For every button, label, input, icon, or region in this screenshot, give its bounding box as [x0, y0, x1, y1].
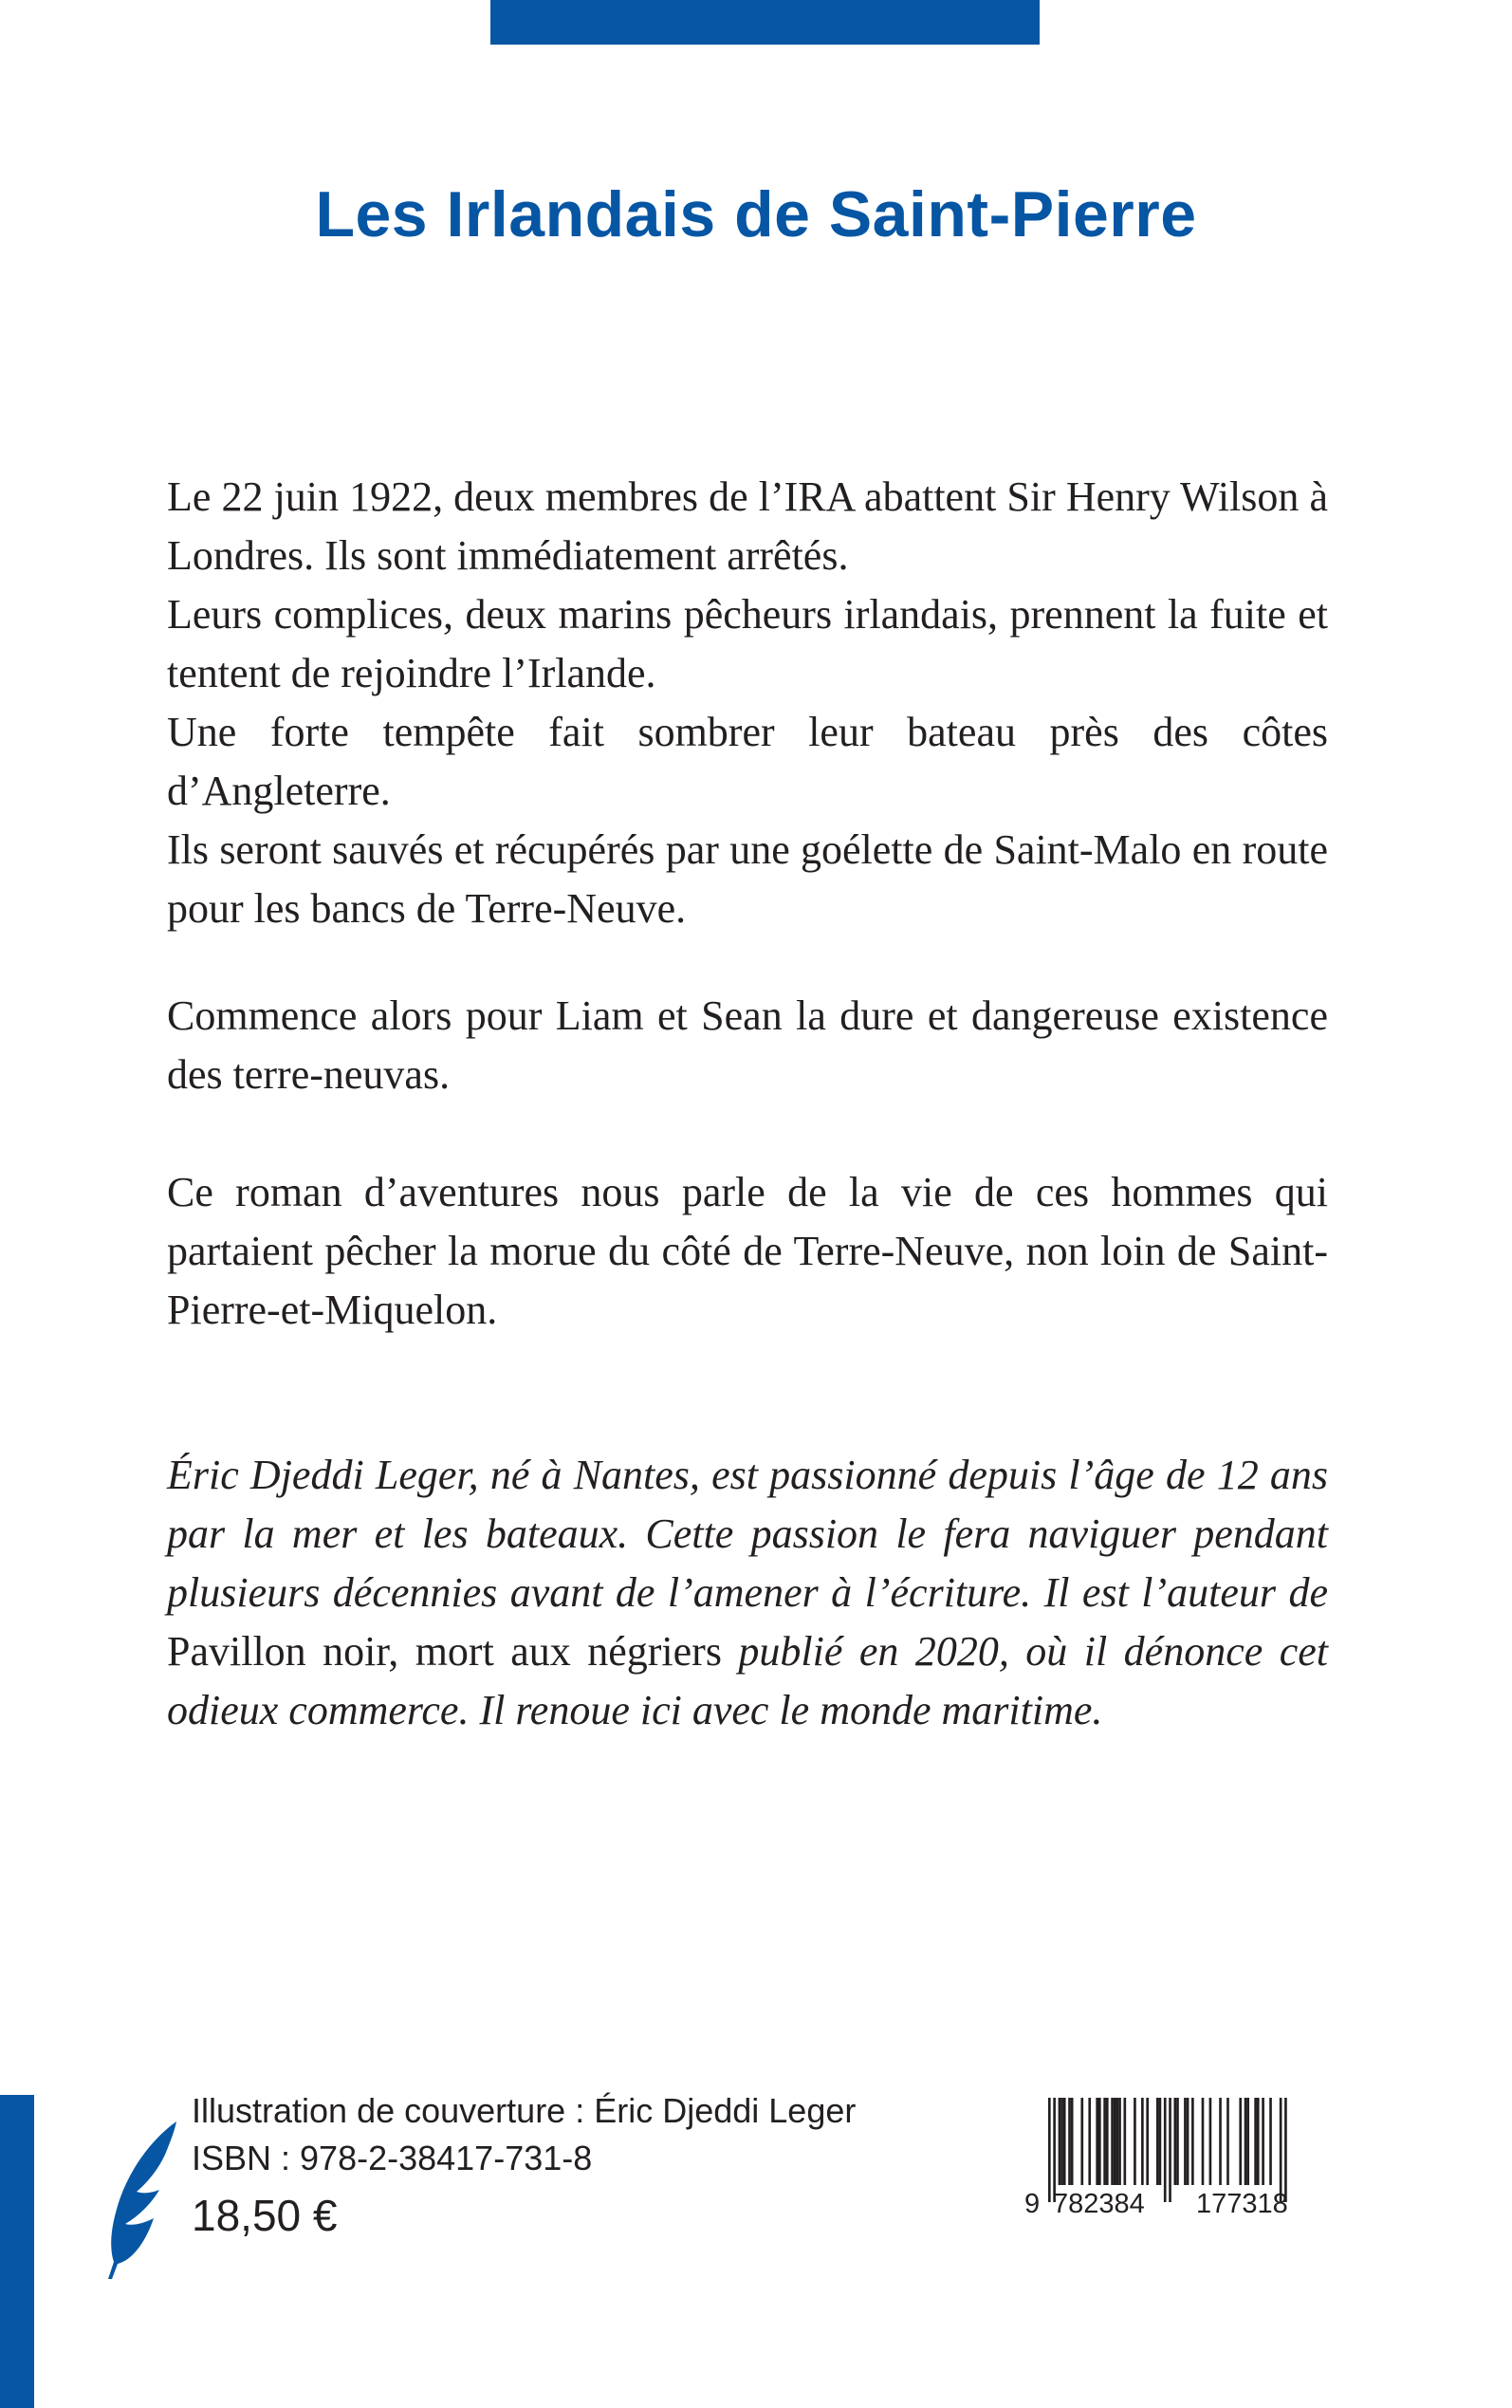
barcode-bar: [1124, 2098, 1127, 2185]
price: 18,50 €: [192, 2191, 338, 2240]
barcode-bar: [1239, 2098, 1242, 2185]
barcode-bar: [1063, 2098, 1066, 2185]
barcode-bar: [1088, 2098, 1091, 2185]
barcode-bar: [1174, 2098, 1177, 2185]
barcode-bar: [1048, 2098, 1051, 2202]
synopsis-block: [167, 987, 1328, 1104]
barcode-bar: [1103, 2098, 1106, 2185]
book-title: Les Irlandais de Saint-Pierre: [315, 178, 1197, 250]
barcode-bar: [1098, 2098, 1101, 2185]
synopsis-paragraph: Le 22 juin 1922, deux membres de l’IRA abattent Sir Henry Wilson à Londres. Ils sont immédiatement arrêtés.: [167, 473, 1328, 579]
author-bio-text: [167, 1446, 1328, 1740]
barcode-bar: [1060, 2098, 1063, 2185]
barcode-bar: [1114, 2098, 1116, 2185]
previous-book-title: Pavillon noir, mort aux négriers: [167, 1628, 722, 1675]
barcode-bar: [1191, 2098, 1194, 2185]
barcode-digit-first: 9: [1024, 2189, 1041, 2219]
barcode-digits-right: 177318: [1196, 2189, 1288, 2219]
barcode-bar: [1134, 2098, 1136, 2185]
barcode-bar: [1269, 2098, 1272, 2185]
synopsis-paragraph: Ce roman d’aventures nous parle de la vie de ces hommes qui partaient pêcher la morue du côté de Terre-Neuve, non loin de Saint-Pierre-et-Miquelon.: [167, 1169, 1328, 1333]
barcode-bar: [1146, 2098, 1149, 2185]
barcode-bar: [1262, 2098, 1264, 2185]
barcode-bar: [1187, 2098, 1189, 2185]
synopsis-paragraph: Commence alors pour Liam et Sean la dure et dangereuse existence des terre-neuvas.: [167, 992, 1328, 1098]
barcode-bar: [1156, 2098, 1159, 2185]
barcode-bar: [1164, 2098, 1167, 2202]
barcode-bar: [1219, 2098, 1222, 2185]
synopsis-block: [167, 1163, 1328, 1340]
barcode-digits-left: 782384: [1053, 2189, 1145, 2219]
barcode-bar: [1080, 2098, 1083, 2185]
barcode-bar: [1176, 2098, 1179, 2185]
barcode-bar: [1071, 2098, 1074, 2185]
barcode-bar: [1111, 2098, 1114, 2185]
barcode-bar: [1169, 2098, 1171, 2202]
barcode-bar: [1254, 2098, 1257, 2185]
barcode-bar: [1246, 2098, 1249, 2185]
author-bio-part: Éric Djeddi Leger, né à Nantes, est passionné depuis l’âge de 12 ans par la mer et les bateaux. Cette passion le fera naviguer pendant plusieurs décennies avant de l’amener à l’écriture. Il est l’auteur de: [167, 1452, 1328, 1616]
top-blue-bar: [490, 0, 1040, 45]
isbn: ISBN : 978-2-38417-731-8: [192, 2139, 593, 2177]
barcode-bar: [1106, 2098, 1109, 2185]
synopsis-paragraph: Ils seront sauvés et récupérés par une goélette de Saint-Malo en route pour les bancs de Terre-Neuve.: [167, 826, 1328, 932]
barcode-bar: [1068, 2098, 1071, 2185]
barcode-bar: [1202, 2098, 1205, 2185]
barcode-bar: [1059, 2098, 1061, 2185]
synopsis-paragraph: Une forte tempête fait sombrer leur bateau près des côtes d’Angleterre.: [167, 709, 1328, 814]
left-blue-bar: [0, 2095, 34, 2408]
barcode-bar: [1209, 2098, 1212, 2185]
barcode-bar: [1257, 2098, 1260, 2185]
barcode-bar: [1141, 2098, 1144, 2185]
barcode-bar: [1159, 2098, 1162, 2185]
barcode-bar: [1245, 2098, 1247, 2185]
credits: [192, 2087, 856, 2247]
author-bio-part: publié en 2020, où il dénonce cet odieux commerce. Il renoue ici avec le monde maritime.: [167, 1628, 1328, 1733]
author-bio: [167, 1446, 1328, 1740]
barcode-bar: [1116, 2098, 1119, 2185]
feather-icon: [104, 2120, 180, 2281]
barcode-bar: [1118, 2098, 1121, 2185]
synopsis-paragraph: Leurs complices, deux marins pêcheurs irlandais, prennent la fuite et tentent de rejoindre l’Irlande.: [167, 591, 1328, 696]
illustration-credit: Illustration de couverture : Éric Djeddi Leger: [192, 2091, 857, 2130]
barcode-bar: [1184, 2098, 1187, 2185]
barcode-bar: [1096, 2098, 1098, 2185]
barcode-bar: [1226, 2098, 1229, 2185]
synopsis-block: [167, 468, 1328, 938]
